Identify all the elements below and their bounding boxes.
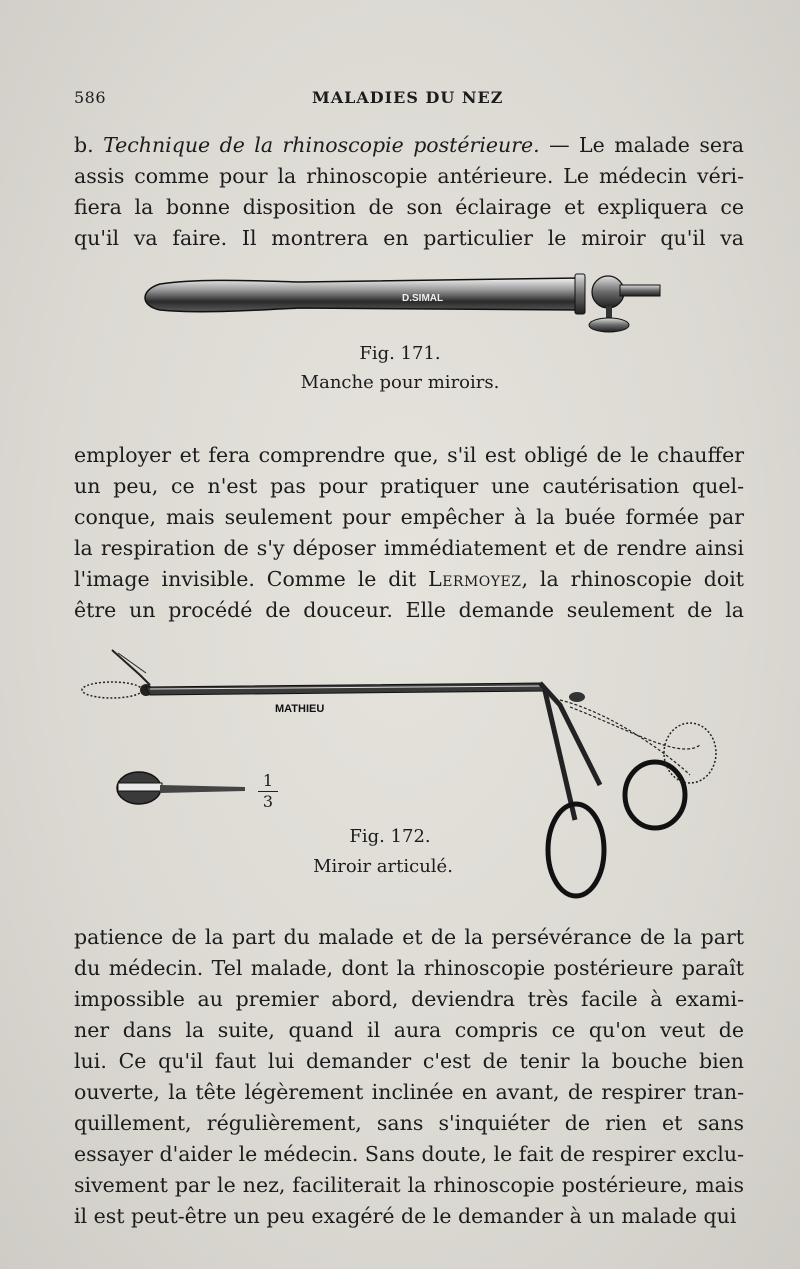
paragraph-line: quillement, régulièrement, sans s'inquiéter de rien et sans	[74, 1111, 744, 1135]
line-text: — Le malade sera	[539, 133, 745, 157]
paragraph-line: assis comme pour la rhinoscopie antérieure. Le médecin véri-	[74, 164, 744, 188]
running-header	[74, 88, 744, 114]
figure-171-number: Fig. 171.	[359, 343, 441, 364]
paragraph-line: fiera la bonne disposition de son éclairage et expliquera ce	[74, 195, 744, 219]
paragraph-1	[74, 130, 744, 254]
instrument-engraving: MATHIEU	[275, 703, 325, 715]
line-text: , la rhinoscopie doit	[521, 567, 744, 591]
figure-171-caption: Manche pour miroirs.	[300, 372, 500, 393]
paragraph-line: patience de la part du malade et de la persévérance de la part	[74, 925, 744, 949]
paragraph-line: il est peut-être un peu exagéré de le demander à un malade qui	[74, 1204, 737, 1228]
page-number: 586	[74, 88, 107, 107]
paragraph-line: qu'il va faire. Il montrera en particulier le miroir qu'il va	[74, 226, 744, 250]
paragraph-line: conque, mais seulement pour empêcher à la buée formée par	[74, 505, 744, 529]
figure-172-number: Fig. 172.	[349, 826, 431, 847]
paragraph-3	[74, 922, 744, 1232]
paragraph-2	[74, 440, 744, 626]
paragraph-line: un peu, ce n'est pas pour pratiquer une cautérisation quel-	[74, 474, 744, 498]
scale-fraction	[258, 772, 278, 811]
line-text: l'image invisible. Comme le dit	[74, 567, 429, 591]
paragraph-line: la respiration de s'y déposer immédiatement et de rendre ainsi	[74, 536, 744, 560]
section-letter: b.	[74, 133, 104, 157]
paragraph-line: employer et fera comprendre que, s'il est obligé de le chauffer	[74, 443, 744, 467]
paragraph-line: sivement par le nez, faciliterait la rhinoscopie postérieure, mais	[74, 1173, 744, 1197]
scale-denominator: 3	[262, 792, 274, 811]
handle-engraving: D.SIMAL	[402, 293, 444, 304]
paragraph-line: impossible au premier abord, deviendra très facile à exami-	[74, 987, 744, 1011]
running-title: MALADIES DU NEZ	[312, 88, 504, 107]
paragraph-line: ouverte, la tête légèrement inclinée en avant, de respirer tran-	[74, 1080, 744, 1104]
paragraph-line: lui. Ce qu'il faut lui demander c'est de tenir la bouche bien	[74, 1049, 744, 1073]
figure-172-caption: Miroir articulé.	[313, 856, 453, 877]
section-heading: Technique de la rhinoscopie postérieure.	[103, 133, 540, 157]
author-name: Lermoyez	[428, 567, 522, 591]
mirror-handle-illustration	[0, 268, 800, 348]
paragraph-line: être un procédé de douceur. Elle demande seulement de la	[74, 598, 744, 622]
paragraph-line: du médecin. Tel malade, dont la rhinoscopie postérieure paraît	[74, 956, 744, 980]
scale-numerator: 1	[262, 771, 274, 790]
paragraph-line: essayer d'aider le médecin. Sans doute, le fait de respirer exclu-	[74, 1142, 744, 1166]
paragraph-line	[74, 564, 744, 595]
paragraph-line	[74, 130, 744, 161]
paragraph-line: ner dans la suite, quand il aura compris ce qu'on veut de	[74, 1018, 744, 1042]
